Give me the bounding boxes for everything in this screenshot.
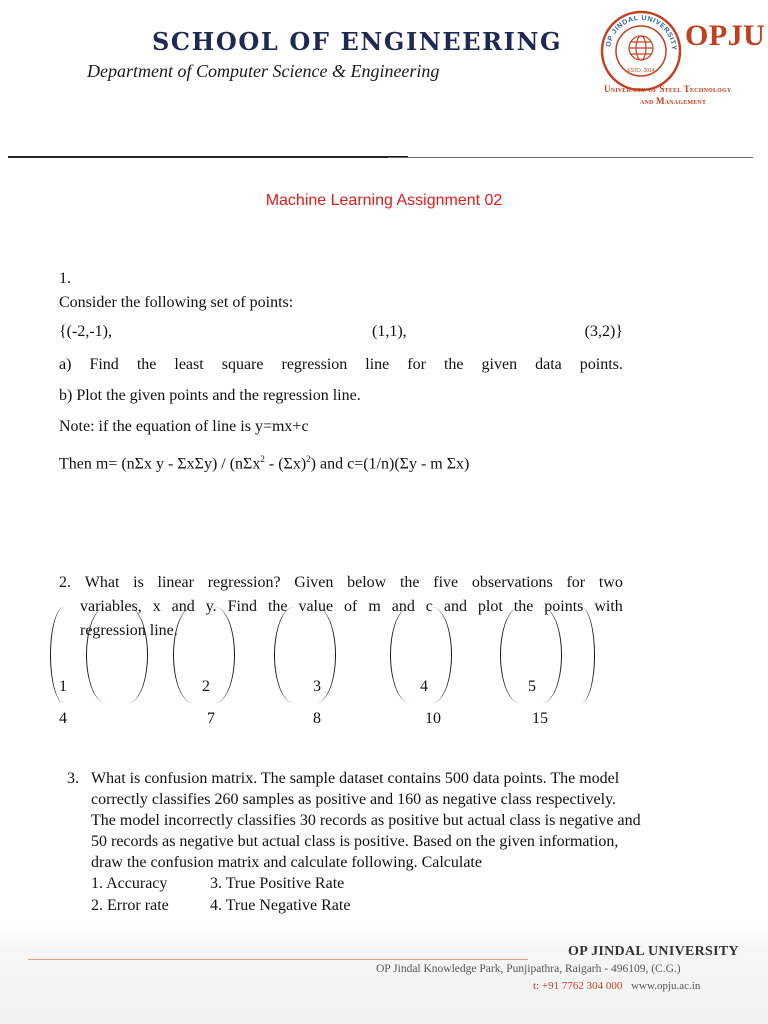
q1-number: 1. bbox=[59, 270, 71, 287]
word: value bbox=[298, 598, 334, 615]
footer-divider bbox=[28, 959, 528, 960]
seal-ring-text: OP JINDAL UNIVERSITY bbox=[605, 14, 678, 52]
footer-contact bbox=[533, 980, 700, 992]
formula-part: - (Σx) bbox=[264, 455, 307, 473]
q1-point: (3,2)} bbox=[584, 323, 623, 340]
word: regression bbox=[281, 356, 348, 373]
word: the bbox=[443, 356, 464, 373]
word: square bbox=[221, 356, 264, 373]
word: line bbox=[365, 356, 390, 373]
q1-part-a bbox=[59, 355, 623, 375]
word: Given bbox=[294, 574, 334, 591]
word: and bbox=[443, 598, 467, 615]
university-name-line2: and Management bbox=[640, 96, 707, 106]
q1-note: Note: if the equation of line is y=mx+c bbox=[59, 418, 309, 435]
word: plot bbox=[477, 598, 503, 615]
q1-point: {(-2,-1), bbox=[59, 323, 112, 340]
assignment-title: Machine Learning Assignment 02 bbox=[265, 192, 503, 209]
word: Find bbox=[227, 598, 257, 615]
word: Find bbox=[89, 356, 119, 373]
word: below bbox=[347, 574, 387, 591]
q2-x-value: 2 bbox=[202, 678, 210, 695]
word: five bbox=[433, 574, 459, 591]
footer-website-link[interactable]: www.opju.ac.in bbox=[631, 980, 701, 992]
word: for bbox=[566, 574, 586, 591]
department-subtitle: Department of Computer Science & Engineering bbox=[87, 61, 440, 81]
word: c bbox=[425, 598, 433, 615]
seal-estd-text: ESTD. 2014 bbox=[627, 68, 655, 74]
q2-bracket bbox=[580, 607, 595, 703]
formula-part: ) and c=(1/n)(Σy - m Σx) bbox=[310, 455, 470, 473]
q1-point: (1,1), bbox=[372, 323, 407, 340]
word: linear bbox=[157, 574, 194, 591]
word: and bbox=[171, 598, 195, 615]
footer-phone: t: +91 7762 304 000 bbox=[533, 980, 623, 992]
q2-x-value: 1 bbox=[59, 678, 67, 695]
q3-line: The model incorrectly classifies 30 records as positive but actual class is negative and bbox=[91, 812, 641, 829]
q1-part-b: b) Plot the given points and the regression line. bbox=[59, 387, 361, 404]
q3-line: What is confusion matrix. The sample dataset contains 500 data points. The model bbox=[91, 770, 620, 787]
opju-wordmark: OPJU bbox=[685, 19, 766, 52]
q3-list-item: 1. Accuracy bbox=[91, 875, 168, 892]
word: regression? bbox=[207, 574, 281, 591]
q2-line3: regression line. bbox=[80, 622, 178, 639]
formula-sup: 2 bbox=[306, 454, 311, 464]
footer-university-name: OP JINDAL UNIVERSITY bbox=[568, 944, 739, 959]
q2-x-value: 3 bbox=[313, 678, 321, 695]
q2-y-value: 7 bbox=[207, 710, 215, 727]
word: points. bbox=[579, 356, 623, 373]
q2-y-value: 10 bbox=[425, 710, 441, 727]
word: the bbox=[136, 356, 157, 373]
q3-line: correctly classifies 260 samples as positive and 160 as negative class respectively. bbox=[91, 791, 617, 808]
word: the bbox=[513, 598, 534, 615]
formula-part: Then m= (nΣx y - ΣxΣy) / (nΣx bbox=[59, 455, 261, 473]
q3-list-item: 3. True Positive Rate bbox=[210, 875, 345, 892]
word: the bbox=[399, 574, 420, 591]
word: two bbox=[598, 574, 623, 591]
q2-y-value: 15 bbox=[532, 710, 548, 727]
q1-formula bbox=[59, 449, 469, 474]
word: least bbox=[174, 356, 204, 373]
opju-seal-logo bbox=[600, 10, 682, 92]
word: observations bbox=[471, 574, 553, 591]
word: and bbox=[391, 598, 415, 615]
word: points bbox=[544, 598, 584, 615]
q2-y-value: 4 bbox=[59, 710, 67, 727]
word: for bbox=[407, 356, 426, 373]
footer-address: OP Jindal Knowledge Park, Punjipathra, Raigarh - 496109, (C.G.) bbox=[376, 963, 681, 975]
word: y. bbox=[205, 598, 217, 615]
q2-x-value: 5 bbox=[528, 678, 536, 695]
q3-number: 3. bbox=[67, 770, 79, 787]
word: What bbox=[84, 574, 120, 591]
university-name-line1: University of Steel Technology bbox=[604, 84, 732, 94]
q2-x-value: 4 bbox=[420, 678, 428, 695]
q2-bracket bbox=[274, 607, 336, 703]
q2-bracket bbox=[86, 607, 148, 703]
formula-sup: 2 bbox=[260, 454, 265, 464]
header-divider bbox=[8, 156, 753, 158]
word: 2. bbox=[59, 574, 71, 591]
q3-line: 50 records as negative but actual class is positive. Based on the given information, bbox=[91, 833, 619, 850]
word: of bbox=[344, 598, 358, 615]
q3-list-item: 4. True Negative Rate bbox=[210, 897, 351, 914]
word: variables, bbox=[80, 598, 142, 615]
word: data bbox=[535, 356, 562, 373]
word: the bbox=[267, 598, 288, 615]
word: a) bbox=[59, 356, 72, 373]
school-title: SCHOOL OF ENGINEERING bbox=[152, 27, 563, 56]
word: with bbox=[594, 598, 623, 615]
word: m bbox=[368, 598, 381, 615]
q3-line: draw the confusion matrix and calculate following. Calculate bbox=[91, 854, 482, 871]
q3-list-item: 2. Error rate bbox=[91, 897, 169, 914]
word: x bbox=[152, 598, 161, 615]
q2-line1 bbox=[59, 573, 623, 593]
word: given bbox=[481, 356, 518, 373]
word: is bbox=[133, 574, 144, 591]
q1-points-row bbox=[59, 322, 623, 342]
q2-y-value: 8 bbox=[313, 710, 321, 727]
q1-intro: Consider the following set of points: bbox=[59, 294, 294, 311]
